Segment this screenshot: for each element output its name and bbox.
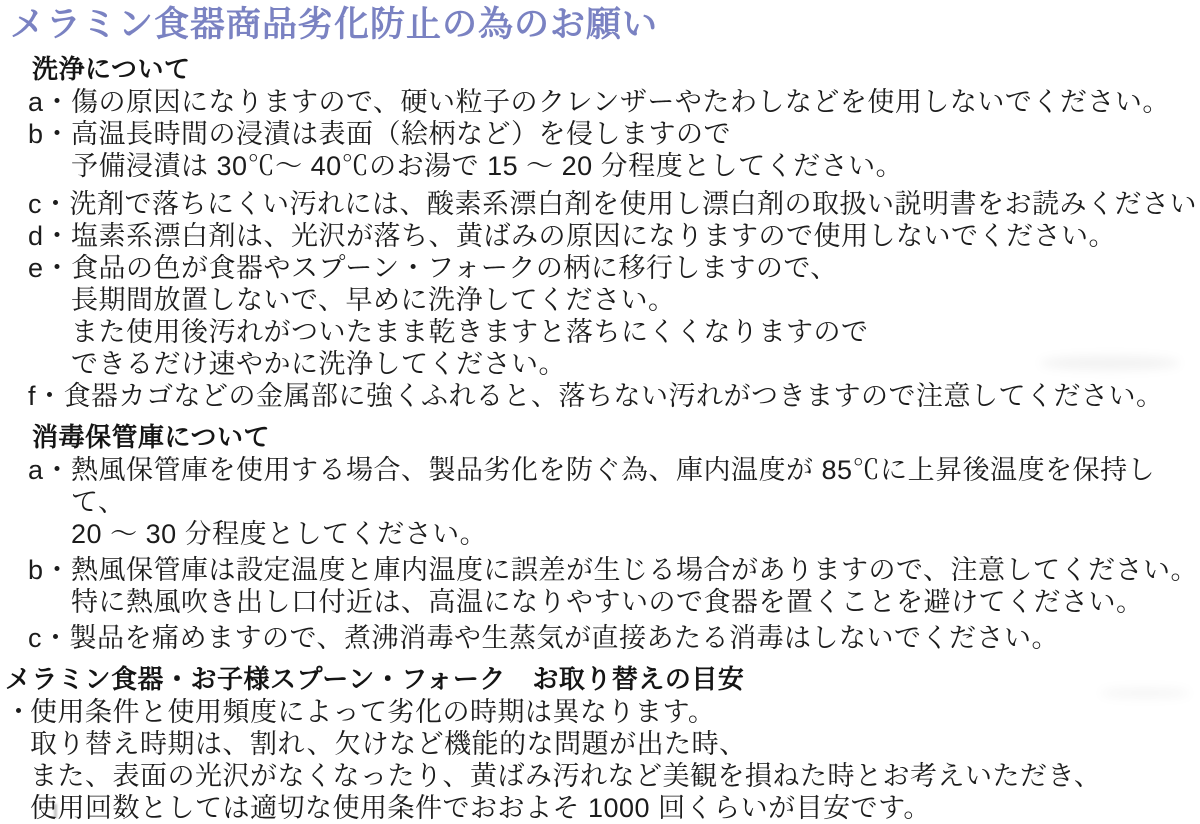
- item-text: [30, 696, 1200, 824]
- item-label: f・: [28, 380, 64, 412]
- section-sterilizer: [0, 422, 1200, 654]
- list-item: [5, 696, 1200, 824]
- section-washing-heading: 洗浄について: [32, 54, 1200, 84]
- list-item: [28, 622, 1200, 654]
- item-text: [71, 118, 1200, 182]
- text-line: 取り替え時期は、割れ、欠けなど機能的な問題が出た時、: [30, 728, 1200, 760]
- text-line: 使用条件と使用頻度によって劣化の時期は異なります。: [30, 696, 1200, 728]
- text-line: 使用回数としては適切な使用条件でおおよそ 1000 回くらいが目安です。: [30, 792, 1200, 824]
- section-replacement-heading: メラミン食器・お子様スプーン・フォーク お取り替えの目安: [5, 664, 1200, 694]
- text-line: また使用後汚れがついたまま乾きますと落ちにくくなりますので: [71, 316, 1200, 348]
- list-item: [28, 118, 1200, 182]
- item-text: [70, 188, 1200, 220]
- text-line: 20 ～ 30 分程度としてください。: [71, 518, 1200, 550]
- text-line: できるだけ速やかに洗浄してください。: [71, 348, 1200, 380]
- text-line: 特に熱風吹き出し口付近は、高温になりやすいので食器を置くことを避けてください。: [71, 586, 1200, 618]
- item-text: [71, 554, 1200, 618]
- bullet-marker: ・: [5, 696, 30, 824]
- item-label: c・: [28, 622, 70, 654]
- item-text: [71, 86, 1200, 118]
- item-label: a・: [28, 86, 71, 118]
- item-text: [71, 454, 1200, 550]
- text-line: 熱風保管庫を使用する場合、製品劣化を防ぐ為、庫内温度が 85℃に上昇後温度を保持して、: [71, 454, 1200, 518]
- list-item: [28, 252, 1200, 380]
- list-item: [28, 454, 1200, 550]
- list-item: [28, 188, 1200, 220]
- text-line: 食器カゴなどの金属部に強くふれると、落ちない汚れがつきますので注意してください。: [64, 380, 1200, 412]
- list-item: [28, 380, 1200, 412]
- text-line: 製品を痛めますので、煮沸消毒や生蒸気が直接あたる消毒はしないでください。: [70, 622, 1200, 654]
- text-line: 傷の原因になりますので、硬い粒子のクレンザーやたわしなどを使用しないでください。: [71, 86, 1200, 118]
- item-label: b・: [28, 118, 71, 182]
- section-washing: [0, 54, 1200, 412]
- text-line: 塩素系漂白剤は、光沢が落ち、黄ばみの原因になりますので使用しないでください。: [71, 220, 1200, 252]
- list-item: [28, 220, 1200, 252]
- item-label: d・: [28, 220, 71, 252]
- item-text: [64, 380, 1200, 412]
- section-sterilizer-heading: 消毒保管庫について: [32, 422, 1200, 452]
- text-line: 予備浸漬は 30℃～ 40℃のお湯で 15 ～ 20 分程度としてください。: [71, 150, 1200, 182]
- list-item: [28, 86, 1200, 118]
- list-item: [28, 554, 1200, 618]
- item-label: a・: [28, 454, 71, 550]
- item-label: b・: [28, 554, 71, 618]
- text-line: 高温長時間の浸漬は表面（絵柄など）を侵しますので: [71, 118, 1200, 150]
- item-label: c・: [28, 188, 70, 220]
- text-line: 長期間放置しないで、早めに洗浄してください。: [71, 284, 1200, 316]
- item-text: [71, 220, 1200, 252]
- page-title: メラミン食器商品劣化防止の為のお願い: [10, 0, 1200, 44]
- text-line: また、表面の光沢がなくなったり、黄ばみ汚れなど美観を損ねた時とお考えいただき、: [30, 760, 1200, 792]
- text-line: 洗剤で落ちにくい汚れには、酸素系漂白剤を使用し漂白剤の取扱い説明書をお読みください: [70, 188, 1200, 220]
- section-replacement-guide: [0, 664, 1200, 824]
- text-line: 熱風保管庫は設定温度と庫内温度に誤差が生じる場合がありますので、注意してください。: [71, 554, 1200, 586]
- item-text: [70, 622, 1200, 654]
- text-line: 食品の色が食器やスプーン・フォークの柄に移行しますので、: [71, 252, 1200, 284]
- item-text: [71, 252, 1200, 380]
- item-label: e・: [28, 252, 71, 380]
